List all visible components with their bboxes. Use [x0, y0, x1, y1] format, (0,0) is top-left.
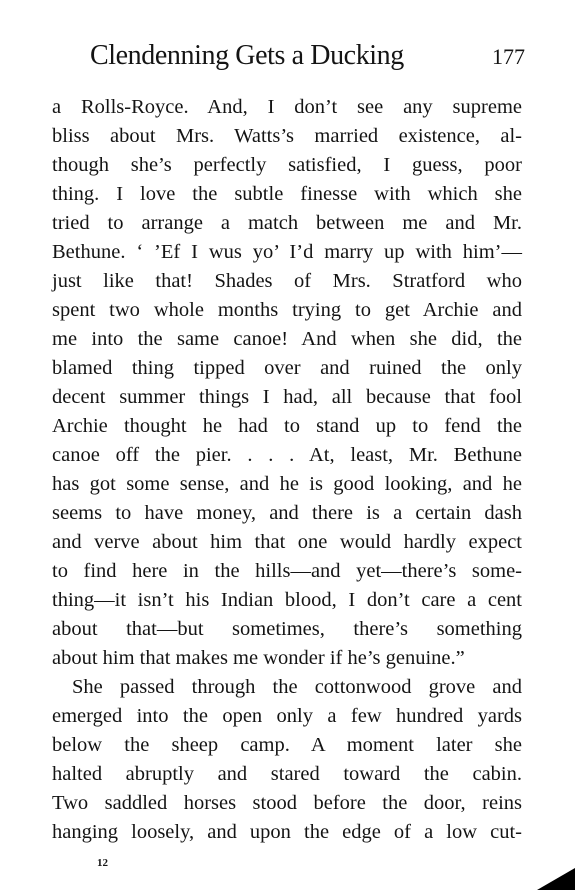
text-line: She passed through the cottonwood grove and [72, 676, 522, 698]
text-line: halted abruptly and stared toward the cabin. [52, 763, 522, 785]
text-line: Two saddled horses stood before the door, reins [52, 792, 522, 814]
running-title: Clendenning Gets a Ducking [90, 40, 404, 71]
text-line: blamed thing tipped over and ruined the only [52, 357, 522, 379]
text-line: about him that makes me wonder if he’s genuine.” [52, 647, 465, 669]
text-line: bliss about Mrs. Watts’s married existence, al- [52, 125, 522, 147]
text-line: just like that! Shades of Mrs. Stratford who [52, 270, 522, 292]
text-line: spent two whole months trying to get Archie and [52, 299, 522, 321]
text-line: a Rolls-Royce. And, I don’t see any supreme [52, 96, 522, 118]
text-line: Bethune. ‘ ’Ef I wus yo’ I’d marry up with him’— [52, 241, 522, 263]
text-line: and verve about him that one would hardly expect [52, 531, 522, 553]
text-line: tried to arrange a match between me and Mr. [52, 212, 522, 234]
text-line: emerged into the open only a few hundred yards [52, 705, 522, 727]
text-line: seems to have money, and there is a certain dash [52, 502, 522, 524]
text-line: hanging loosely, and upon the edge of a low cut- [52, 821, 522, 843]
text-line: though she’s perfectly satisfied, I guess, poor [52, 154, 522, 176]
text-line: thing—it isn’t his Indian blood, I don’t care a cent [52, 589, 522, 611]
text-line: thing. I love the subtle finesse with which she [52, 183, 522, 205]
text-line: decent summer things I had, all because that fool [52, 386, 522, 408]
page-corner-mark [537, 868, 575, 890]
body-text [52, 93, 522, 847]
text-line: to find here in the hills—and yet—there’s some- [52, 560, 522, 582]
text-line: below the sheep camp. A moment later she [52, 734, 522, 756]
text-line: has got some sense, and he is good looking, and he [52, 473, 522, 495]
running-header [90, 40, 525, 80]
text-line: about that—but sometimes, there’s something [52, 618, 522, 640]
text-line: canoe off the pier. . . . At, least, Mr. Bethune [52, 444, 522, 466]
text-line: Archie thought he had to stand up to fend the [52, 415, 522, 437]
text-line: me into the same canoe! And when she did, the [52, 328, 522, 350]
signature-mark: 12 [97, 857, 108, 869]
page-number: 177 [492, 44, 525, 69]
